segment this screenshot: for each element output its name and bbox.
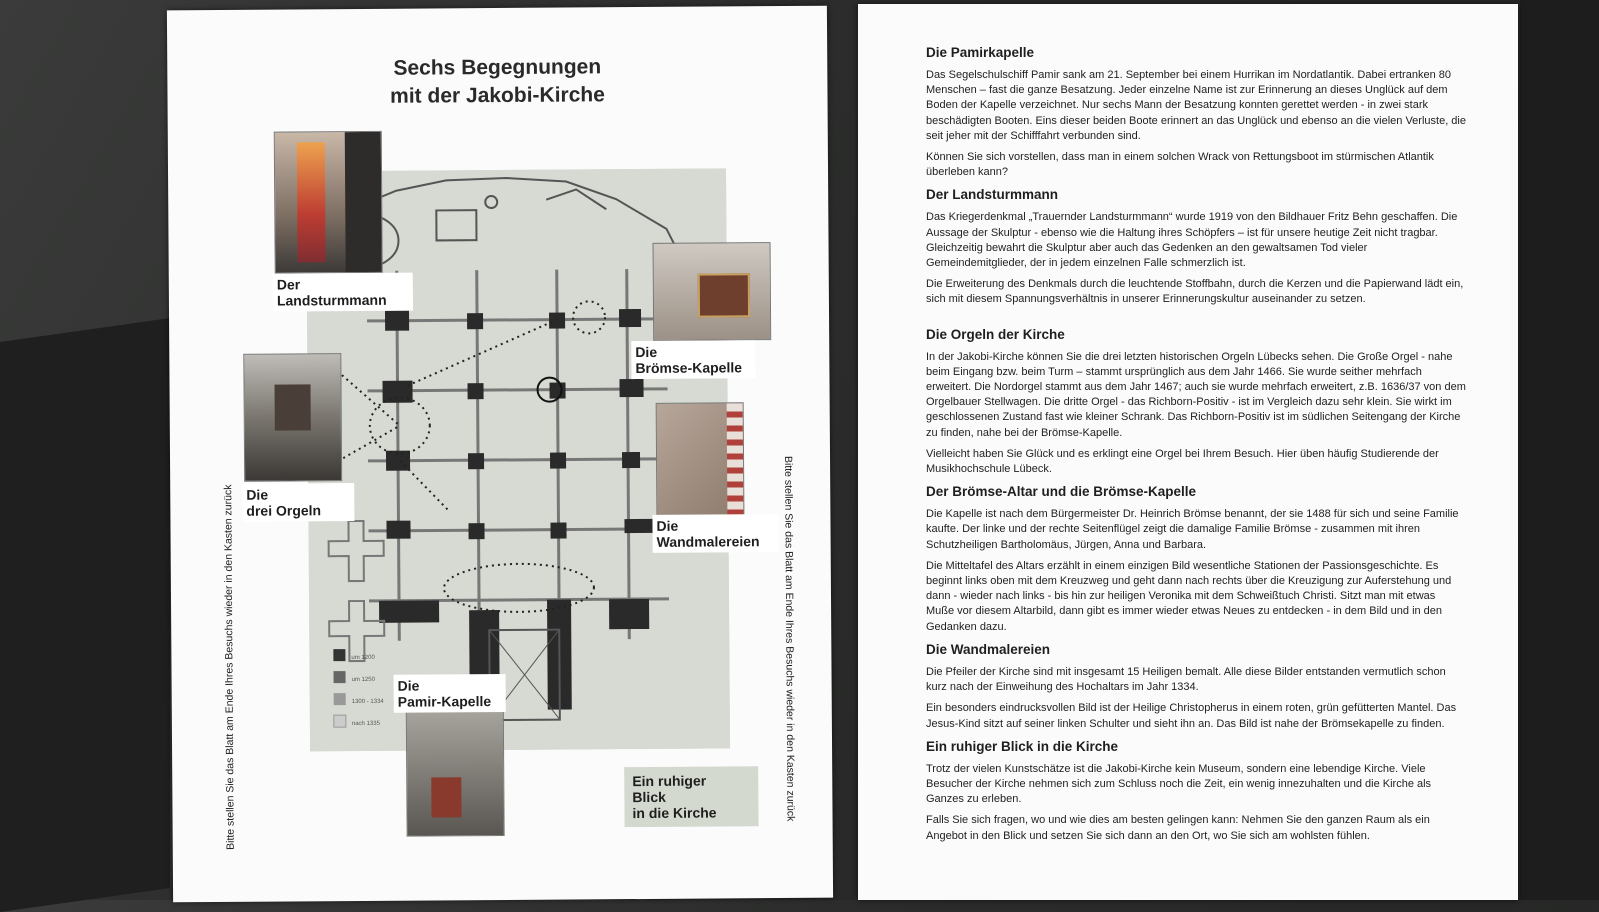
legend-2: um 1250 [351,676,375,684]
legend-1: um 1200 [351,654,375,662]
organ [275,384,311,430]
section-ruhiger-blick [926,738,1466,844]
section-paragraph: Die Kapelle ist nach dem Bürgermeister Dr. Heinrich Brömse benannt, der sie 1488 für sich und seine Familie kaufte. Der linke und der rechte Seitenflügel zeigt die damalige Familie Brömse - zusammen mit ihren Schutzheiligen Bartholomäus, Jürgen, Anna und Barbara. [926,508,1459,551]
section-heading: Der Landsturmmann [926,187,1059,203]
section-paragraph: Können Sie sich vorstellen, dass man in einem solchen Wrack von Rettungsboot im stürmischen Atlantik überleben kann? [926,151,1434,179]
label-wandmalereien: Die Wandmalereien [652,514,778,553]
section-heading: Ein ruhiger Blick in die Kirche [926,738,1119,754]
red-stripes [727,403,744,515]
side-note-right: Bitte stellen Sie das Blatt am Ende Ihres Besuchs wieder in den Kasten zurück [782,455,797,822]
label-ruhiger-blick: Ein ruhiger Blick in die Kirche [624,766,758,827]
section-paragraph: Ein besonders eindrucksvollen Bild ist der Heilige Christopherus in einem roten, grün gefütterten Mantel. Das Jesus-Kind sitzt auf seiner linken Schulter und sieht ihn an. Das Bild ist nahe der Brömsekapelle zu finden. [926,702,1457,730]
dark-pillar [345,132,382,272]
sheet-title [167,52,827,113]
section-paragraph: Das Kriegerdenkmal „Trauernder Landsturmmann“ wurde 1919 von den Bildhauer Fritz Behn geschaffen. Die Aussage der Skulptur - ebenso wie die Haltung ihres Schöpfers – ist für unsere heutige Zeit nicht tragbar. Gleichzeitig bewahrt die Skulptur aber auch das Gedenken an den gewaltsamen Tod vieler Gemeindemitglieder, der in jedem einzelnen Falle schmerzlich ist. [926,211,1458,270]
label-pamir-kapelle: Die Pamir-Kapelle [394,674,506,713]
red-banner [297,142,326,262]
map-sheet [167,6,833,903]
legend-3: 1300 - 1334 [351,698,384,706]
section-broemse [926,483,1466,635]
section-paragraph: Das Segelschulschiff Pamir sank am 21. September bei einem Hurrikan im Nordatlantik. Dabei ertranken 80 Menschen – fast die ganze Besatzung. Jeder einzelne Name ist zur Erinnerung an dieses Unglück auf dem Boden der Kapelle verzeichnet. Nur sechs Mann der Besatzung konnten gerettet werden - in zwei stark beschädigten Booten. Eins dieser beiden Boote erinnert an das Unglück und ebenso an die vielen Verluste, die seit jeher mit der Schifffahrt verbunden sind. [926,69,1466,142]
section-paragraph: Trotz der vielen Kunstschätze ist die Jakobi-Kirche kein Museum, sondern eine lebendige Kirche. Viele Besucher der Kirche nehmen sich zum Schluss noch die Zeit, ein wenig innezuhalten und die Kirche als Ganzes zu erleben. [926,762,1432,806]
altar [698,273,750,317]
section-wandmalereien [926,641,1466,732]
photo-broemse-kapelle [653,242,772,341]
boat [431,777,461,817]
section-heading: Die Pamirkapelle [926,45,1035,60]
text-sheet [858,4,1518,900]
spacer [926,314,1466,326]
section-paragraph: In der Jakobi-Kirche können Sie die drei letzten historischen Orgeln Lübecks sehen. Die Große Orgel - nahe beim Eingang bzw. beim Turm – stammt ursprünglich aus dem Jahr 1466. Sie wurde seither mehrfach erweitert. Die Nordorgel stammt aus dem Jahr 1467; auch sie wurde mehrfach erweitert, z.B. 1636/37 von dem Orgelbauer Stellwagen. Die dritte Orgel - das Richborn-Positiv - ist im Vergleich dazu sehr klein. Sie wirkt im geschlossenen Zustand fast wie kleiner Schrank. Das Richborn-Positiv ist im südlichen Seitengang der Kirche zu finden, nahe bei der Brömse-Kapelle. [926,350,1466,439]
title-line-1: Sechs Begegnungen [393,55,602,80]
text-content [926,44,1466,850]
background-dark-right [1520,0,1599,900]
photo-landsturmmann [274,131,383,274]
label-broemse-kapelle: Die Brömse-Kapelle [631,340,755,379]
photo-drei-orgeln [243,353,342,482]
photo-wandmalereien [656,402,745,517]
legend-4: nach 1335 [351,720,380,728]
section-paragraph: Die Mitteltafel des Altars erzählt in einem einzigen Bild wesentliche Stationen der Passionsgeschichte. Es beginnt links oben mit dem Kreuzweg und geht dann nach rechts über die Kreuzigung zur Auferstehung und dann - wieder nach links - bis hin zur heiligen Veronika mit dem Schweißtuch Christi. Sitzt man mit etwas Muße vor diesem Altarbild, dann gibt es immer wieder etwas Neues zu entdecken - in dem Bild und in den Gedanken dazu. [926,559,1452,633]
section-heading: Die Wandmalereien [926,641,1051,657]
section-landsturmmann [926,186,1466,307]
section-paragraph: Falls Sie sich fragen, wo und wie dies am besten gelingen kann: Nehmen Sie den ganzen Raum als ein Angebot in den Blick und setzen Sie sich dann an den Ort, wo Sie sich am wohlsten fühlen. [926,814,1430,842]
title-line-2: mit der Jakobi-Kirche [390,83,605,108]
section-pamirkapelle [926,44,1466,180]
section-paragraph: Vielleicht haben Sie Glück und es erklingt eine Orgel bei Ihrem Besuch. Hier üben häufig Studierende der Musikhochschule Lübeck. [926,447,1439,476]
section-paragraph: Die Erweiterung des Denkmals durch die leuchtende Stoffbahn, durch die Kerzen und die Papierwand lädt ein, sich mit diesem Spannungsverhältnis in unserer Erinnerungskultur auseinander zu setzen. [926,278,1464,306]
section-heading: Die Orgeln der Kirche [926,326,1065,342]
side-note-left: Bitte stellen Sie das Blatt am Ende Ihres Besuchs wieder in den Kasten zurück [222,484,237,850]
label-landsturmmann: Der Landsturmmann [273,273,413,312]
background-dark-left [0,318,170,912]
section-heading: Der Brömse-Altar und die Brömse-Kapelle [926,484,1197,500]
section-paragraph: Die Pfeiler der Kirche sind mit insgesamt 15 Heiligen bemalt. Alle diese Bilder entstanden vermutlich schon kurz nach der Einweihung des Hochaltars im Jahr 1334. [926,665,1446,694]
photo-pamir-kapelle [406,710,505,837]
label-drei-orgeln: Die drei Orgeln [242,483,354,522]
section-orgeln [926,326,1466,478]
